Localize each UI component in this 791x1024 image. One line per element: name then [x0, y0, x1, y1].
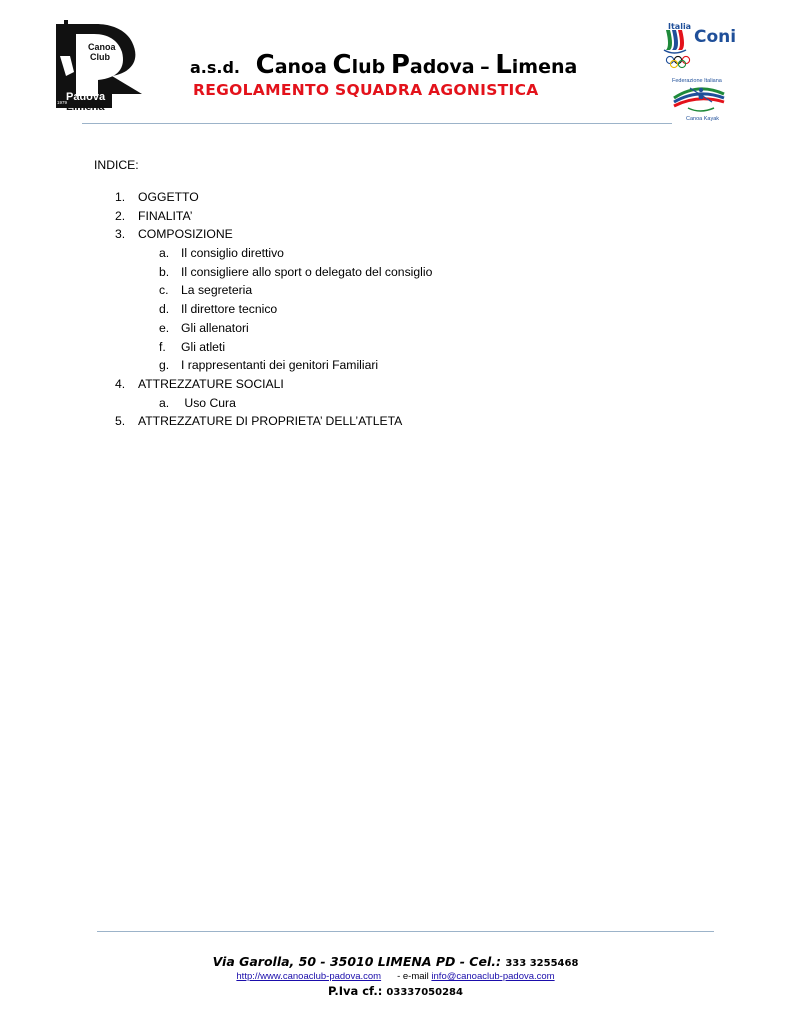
index-item-number: 3.: [115, 227, 126, 241]
email-link[interactable]: info@canoaclub-padova.com: [431, 971, 555, 982]
title-cap-c2: C: [332, 50, 352, 80]
logo-text-limena: Limena: [66, 101, 105, 112]
index-item-number: 1.: [115, 190, 126, 204]
olympic-rings-icon: [666, 56, 689, 67]
index-subitem-letter: c.: [159, 283, 169, 297]
index-subitem-label: La segreteria: [181, 283, 253, 297]
coni-word: Coni: [694, 27, 737, 47]
logo-text-canoa: Canoa: [88, 42, 116, 52]
title-cap-l: L: [495, 50, 512, 80]
footer-address-line: [0, 954, 791, 969]
index-subitem-label: Il consiglio direttivo: [181, 246, 284, 260]
footer-links-line: [0, 971, 791, 982]
piva-label: P.Iva cf.:: [328, 984, 383, 998]
title-rest-lub: lub: [351, 56, 386, 78]
index-subitem-label: Gli atleti: [181, 340, 226, 354]
index-item-number: 5.: [115, 414, 126, 428]
footer-piva-line: [0, 984, 791, 998]
index-subitem-label: Gli allenatori: [181, 321, 249, 335]
coni-flag-icon: [664, 30, 686, 53]
title-cap-c1: C: [255, 50, 275, 80]
index-subitem-letter: b.: [159, 265, 170, 279]
header-divider: [82, 123, 672, 124]
logo-year: 1979: [57, 100, 68, 105]
canoa-club-logo: [52, 16, 146, 112]
index-item-label: ATTREZZATURE SOCIALI: [138, 377, 284, 391]
footer-phone: 333 3255468: [505, 958, 579, 969]
index-subitem-label: Il consigliere allo sport o delegato del consiglio: [181, 265, 433, 279]
title-prefix: a.s.d.: [190, 58, 241, 77]
fick-text-canoa: Canoa Kayak: [686, 116, 720, 122]
email-prefix: - e-mail: [397, 971, 429, 982]
index-subitem-letter: f.: [159, 340, 166, 354]
index-item-label: OGGETTO: [138, 190, 199, 204]
piva-number: 03337050284: [386, 987, 463, 998]
title-cap-p: P: [390, 50, 410, 80]
index-item-label: COMPOSIZIONE: [138, 227, 233, 241]
index-item-label: FINALITA’: [138, 209, 193, 223]
footer-address: Via Garolla, 50 - 35010 LIMENA PD - Cel.:: [212, 954, 501, 969]
index-subitem-label: Uso Cura: [181, 396, 236, 410]
index-subitem-letter: d.: [159, 302, 170, 316]
document-subtitle: REGOLAMENTO SQUADRA AGONISTICA: [193, 81, 539, 99]
index-item-number: 4.: [115, 377, 126, 391]
club-title: [190, 50, 590, 80]
index-subitem-label: Il direttore tecnico: [181, 302, 278, 316]
fick-text-federazione: Federazione Italiana: [672, 78, 722, 84]
website-link[interactable]: http://www.canoaclub-padova.com: [236, 971, 382, 982]
title-rest-adova: adova: [409, 56, 475, 78]
title-rest-anoa: anoa: [274, 56, 327, 78]
index-subitem-letter: g.: [159, 358, 170, 372]
index-subitem-label: I rappresentanti dei genitori Familiari: [181, 358, 379, 372]
index-title: INDICE:: [94, 158, 139, 172]
coni-italia-text: Italia: [668, 22, 692, 31]
index-item-label: ATTREZZATURE DI PROPRIETA’ DELL’ATLETA: [138, 414, 403, 428]
logo-text-club: Club: [90, 52, 110, 62]
index-item-number: 2.: [115, 209, 126, 223]
title-rest-imena: imena: [511, 56, 578, 78]
footer-divider: [97, 931, 714, 932]
index-subitem-letter: e.: [159, 321, 170, 335]
federazione-canoa-logo: [668, 72, 730, 122]
logo-text-padova: Padova: [66, 91, 106, 103]
index-subitem-letter: a.: [159, 246, 170, 260]
index-subitem-letter: a.: [159, 396, 170, 410]
title-dash: –: [480, 56, 490, 78]
